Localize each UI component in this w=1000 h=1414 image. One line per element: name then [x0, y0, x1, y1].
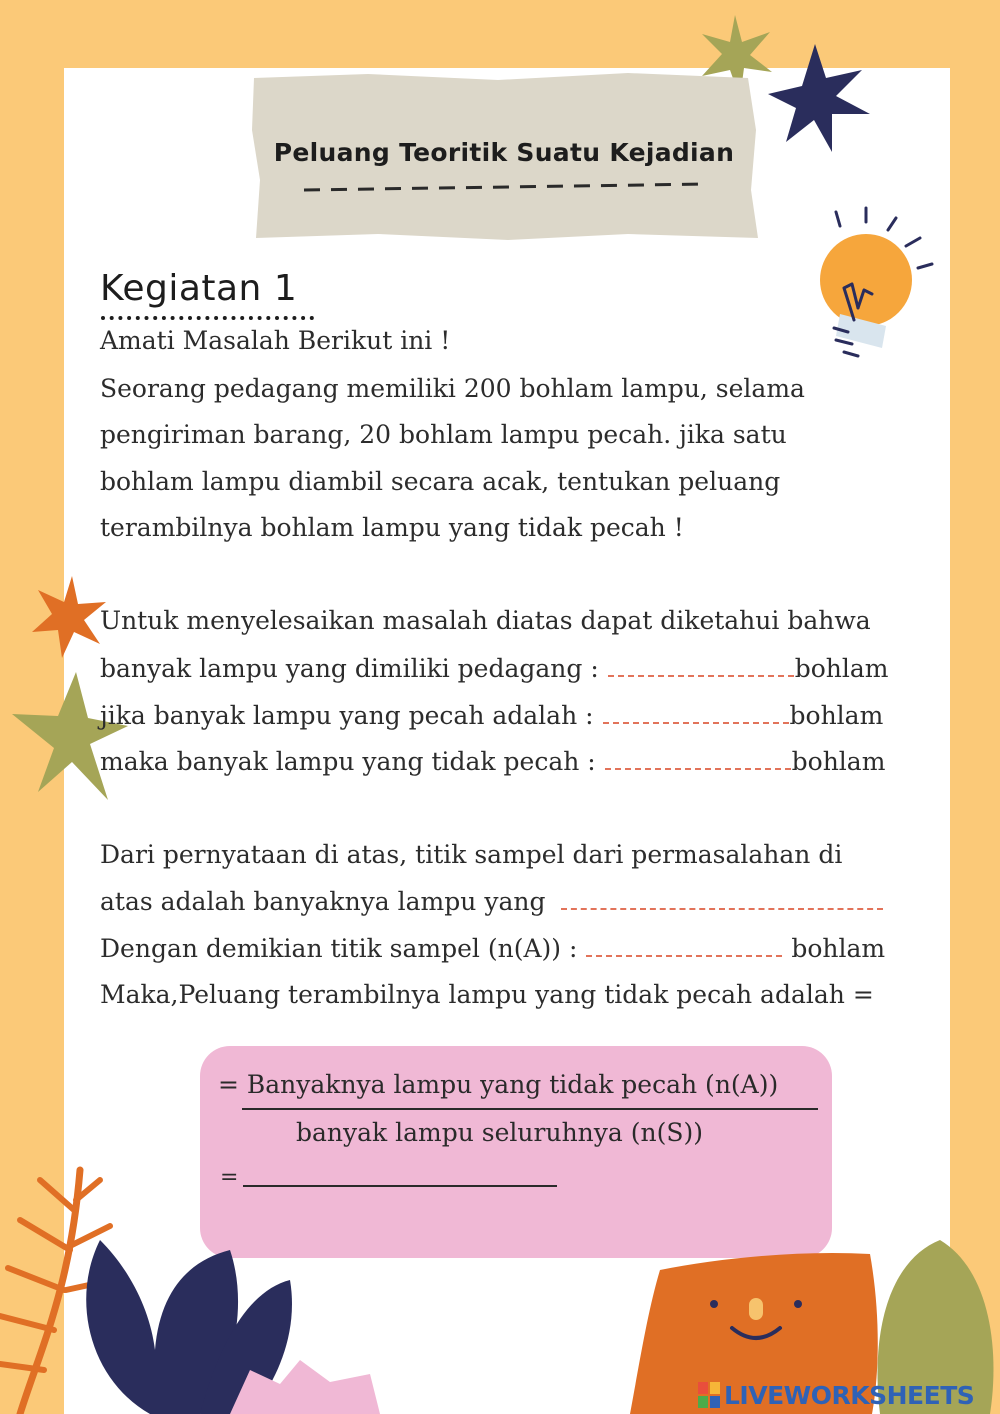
formula-denominator: banyak lampu seluruhnya (n(S)) — [296, 1118, 703, 1147]
owned-unit: bohlam — [794, 654, 889, 683]
broken-answer-blank[interactable] — [603, 700, 789, 724]
answer-equals: = — [220, 1165, 239, 1190]
sample-line-2: atas adalah banyaknya lampu yang — [100, 887, 546, 916]
owned-label: banyak lampu yang dimiliki pedagang : — [100, 654, 599, 683]
broken-label: jika banyak lampu yang pecah adalah : — [100, 701, 594, 730]
liveworksheets-watermark — [698, 1380, 974, 1410]
sample-line-1: Dari pernyataan di atas, titik sampel dari permasalahan di — [100, 840, 843, 869]
page-title: Peluang Teoritik Suatu Kejadian — [273, 138, 735, 167]
olive-star-icon-left — [12, 672, 128, 800]
problem-line-3: bohlam lampu diambil secara acak, tentukan peluang — [100, 467, 781, 496]
activity-heading: Kegiatan 1 — [100, 268, 298, 309]
owned-row — [100, 653, 888, 684]
unbroken-row — [100, 746, 885, 777]
solve-intro: Untuk menyelesaikan masalah diatas dapat diketahui bahwa — [100, 606, 871, 635]
problem-line-2: pengiriman barang, 20 bohlam lampu pecah. jika satu — [100, 420, 787, 449]
bottom-plant-decorations — [0, 1150, 1000, 1414]
sample-line-4: Maka,Peluang terambilnya lampu yang tidak pecah adalah = — [100, 980, 874, 1009]
sample-line-3-row — [100, 933, 885, 964]
problem-line-4: terambilnya bohlam lampu yang tidak pecah ! — [100, 513, 684, 542]
sample-line-3: Dengan demikian titik sampel (n(A)) : — [100, 934, 578, 963]
sample-space-answer-blank[interactable] — [561, 886, 883, 910]
sample-count-answer-blank[interactable] — [586, 933, 782, 957]
formula-numerator: = Banyaknya lampu yang tidak pecah (n(A)) — [218, 1070, 779, 1099]
navy-star-icon — [768, 44, 870, 152]
owned-answer-blank[interactable] — [608, 653, 794, 677]
fraction-bar — [242, 1108, 818, 1110]
unbroken-answer-blank[interactable] — [605, 746, 791, 770]
watermark-text: LIVEWORKSHEETS — [724, 1380, 975, 1410]
lightbulb-icon — [800, 200, 950, 370]
orange-star-icon — [32, 576, 106, 658]
unbroken-label: maka banyak lampu yang tidak pecah : — [100, 747, 596, 776]
broken-unit: bohlam — [789, 701, 884, 730]
liveworksheets-logo-icon — [698, 1382, 720, 1408]
problem-line-1: Seorang pedagang memiliki 200 bohlam lampu, selama — [100, 374, 805, 403]
sample-line-2-row — [100, 886, 884, 917]
heading-dotted-underline — [100, 314, 322, 322]
sample-unit: bohlam — [791, 934, 886, 963]
broken-row — [100, 700, 883, 731]
unbroken-unit: bohlam — [791, 747, 886, 776]
intro-text: Amati Masalah Berikut ini ! — [100, 326, 451, 355]
